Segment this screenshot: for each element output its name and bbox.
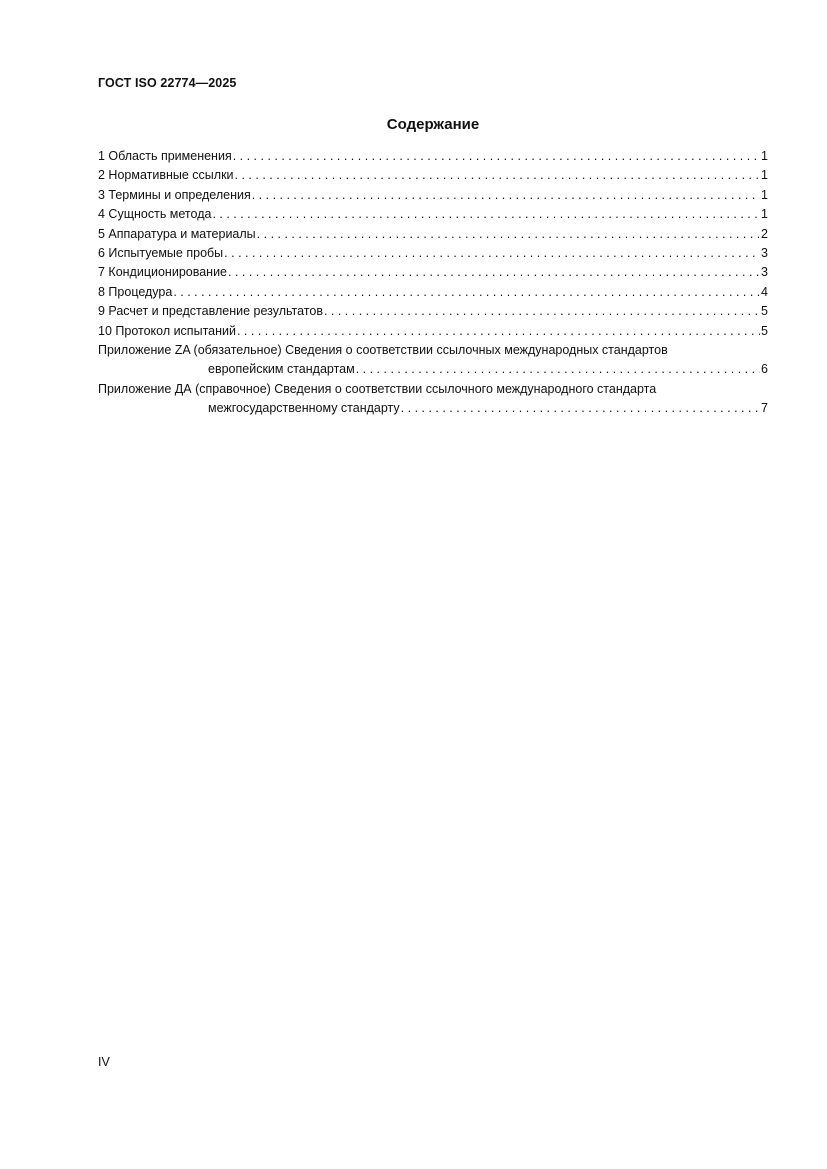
- toc-entry[interactable]: [98, 225, 768, 244]
- toc-entry-label: 3 Термины и определения: [98, 187, 251, 202]
- dot-leader: [252, 186, 760, 205]
- dot-leader: [257, 225, 760, 244]
- document-code: ГОСТ ISO 22774—2025: [98, 76, 237, 90]
- toc-entry-label: 6 Испытуемые пробы: [98, 245, 224, 260]
- toc-entry-page: 3: [761, 245, 768, 260]
- toc-annex-continuation: [98, 360, 768, 379]
- dot-leader: [356, 360, 760, 379]
- toc-annex-page: 6: [761, 362, 768, 377]
- toc-entry[interactable]: [98, 186, 768, 205]
- toc-annex-title: Приложение ДА (справочное) Сведения о соответствии ссылочного международного стандарта: [98, 381, 657, 396]
- toc-entry-label: 9 Расчет и представление результатов: [98, 304, 323, 319]
- toc-entry-page: 1: [761, 187, 768, 202]
- toc-entry-label: 5 Аппаратура и материалы: [98, 226, 256, 241]
- toc-annex-label: межгосударственному стандарту: [208, 401, 400, 416]
- toc-entry-page: 3: [761, 265, 768, 280]
- toc-entry[interactable]: [98, 283, 768, 302]
- toc-entry-page: 5: [761, 323, 768, 338]
- page-number: IV: [98, 1055, 110, 1069]
- toc-entry[interactable]: [98, 263, 768, 282]
- toc-annex-entry[interactable]: [98, 341, 768, 380]
- dot-leader: [212, 205, 760, 224]
- table-of-contents: [98, 147, 768, 418]
- toc-annex-page: 7: [761, 401, 768, 416]
- toc-entry-label: 4 Сущность метода: [98, 207, 212, 222]
- toc-entry-page: 1: [761, 168, 768, 183]
- toc-entry-label: 10 Протокол испытаний: [98, 323, 236, 338]
- toc-entry-label: 1 Область применения: [98, 149, 232, 163]
- toc-annex-title: Приложение ZA (обязательное) Сведения о соответствии ссылочных международных стандартов: [98, 342, 668, 357]
- toc-annex-label: европейским стандартам: [208, 362, 355, 377]
- toc-entry[interactable]: [98, 244, 768, 263]
- dot-leader: [228, 263, 760, 282]
- toc-entry[interactable]: [98, 166, 768, 185]
- dot-leader: [235, 166, 761, 185]
- toc-entry-label: 2 Нормативные ссылки: [98, 168, 234, 183]
- toc-entry-page: 1: [761, 149, 768, 163]
- toc-entry-label: 8 Процедура: [98, 284, 173, 299]
- dot-leader: [233, 147, 760, 166]
- toc-annex-entry[interactable]: [98, 380, 768, 419]
- toc-entry-page: 2: [761, 226, 768, 241]
- toc-entry[interactable]: [98, 302, 768, 321]
- dot-leader: [324, 302, 760, 321]
- toc-entry[interactable]: [98, 205, 768, 224]
- toc-entry[interactable]: [98, 147, 768, 166]
- dot-leader: [173, 283, 760, 302]
- toc-entry-page: 4: [761, 284, 768, 299]
- toc-entry-page: 1: [761, 207, 768, 222]
- toc-entry-label: 7 Кондиционирование: [98, 265, 228, 280]
- toc-entry[interactable]: [98, 322, 768, 341]
- toc-entry-page: 5: [761, 304, 768, 319]
- dot-leader: [224, 244, 760, 263]
- toc-annex-continuation: [98, 399, 768, 418]
- dot-leader: [237, 322, 760, 341]
- toc-title: Содержание: [386, 116, 480, 133]
- dot-leader: [401, 399, 760, 418]
